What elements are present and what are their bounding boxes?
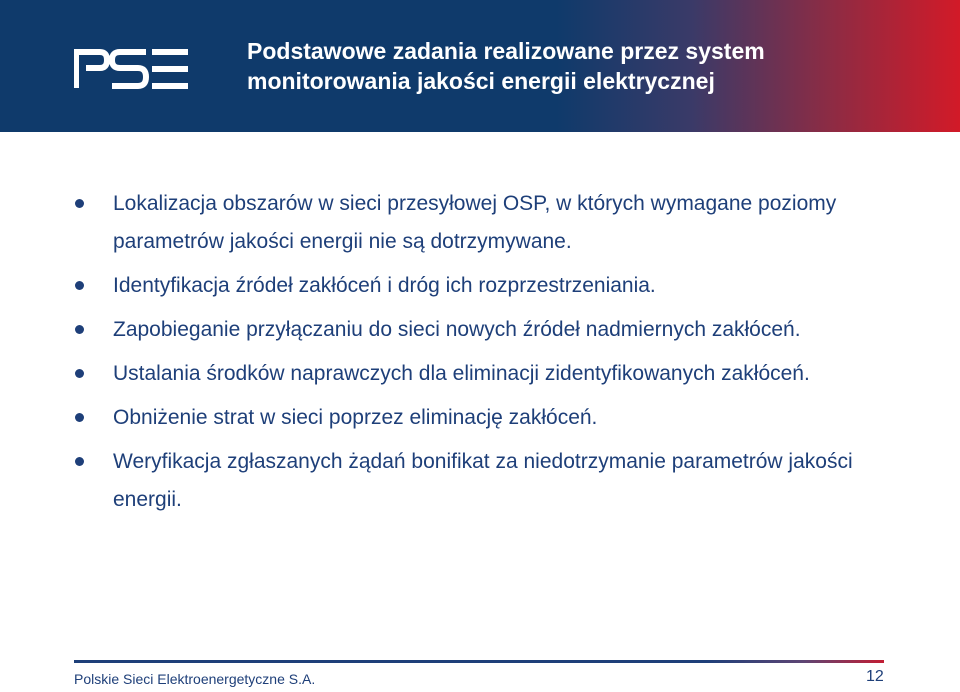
footer-company-name: Polskie Sieci Elektroenergetyczne S.A. — [74, 671, 316, 687]
bullet-dot-icon — [75, 325, 84, 334]
slide-title-line2: monitorowania jakości energii elektrycznej — [247, 68, 715, 94]
bullet-item — [0, 355, 960, 393]
bullet-text: Lokalizacja obszarów w sieci przesyłowej OSP, w których wymagane poziomy parametrów jakości energii nie są dotrzymywane. — [113, 192, 837, 253]
bullet-text: Identyfikacja źródeł zakłóceń i dróg ich rozprzestrzeniania. — [113, 274, 656, 297]
bullet-dot-icon — [75, 457, 84, 466]
bullet-text: Weryfikacja zgłaszanych żądań bonifikat za niedotrzymanie parametrów jakości energii. — [113, 450, 853, 511]
bullet-text: Obniżenie strat w sieci poprzez eliminację zakłóceń. — [113, 406, 598, 429]
slide-title — [247, 36, 887, 96]
footer-divider — [74, 660, 884, 663]
bullet-item — [0, 399, 960, 437]
bullet-dot-icon — [75, 199, 84, 208]
bullet-item — [0, 267, 960, 305]
page-number: 12 — [866, 668, 884, 685]
pse-logo — [74, 48, 190, 90]
bullet-item — [0, 311, 960, 349]
bullet-item — [0, 185, 960, 261]
bullet-text: Zapobieganie przyłączaniu do sieci nowych źródeł nadmiernych zakłóceń. — [113, 318, 801, 341]
bullet-item — [0, 443, 960, 519]
bullet-dot-icon — [75, 413, 84, 422]
bullet-text: Ustalania środków naprawczych dla eliminacji zidentyfikowanych zakłóceń. — [113, 362, 810, 385]
slide-header — [0, 0, 960, 132]
bullet-dot-icon — [75, 281, 84, 290]
slide-title-line1: Podstawowe zadania realizowane przez system — [247, 38, 765, 64]
bullet-dot-icon — [75, 369, 84, 378]
bullet-list — [0, 185, 960, 525]
